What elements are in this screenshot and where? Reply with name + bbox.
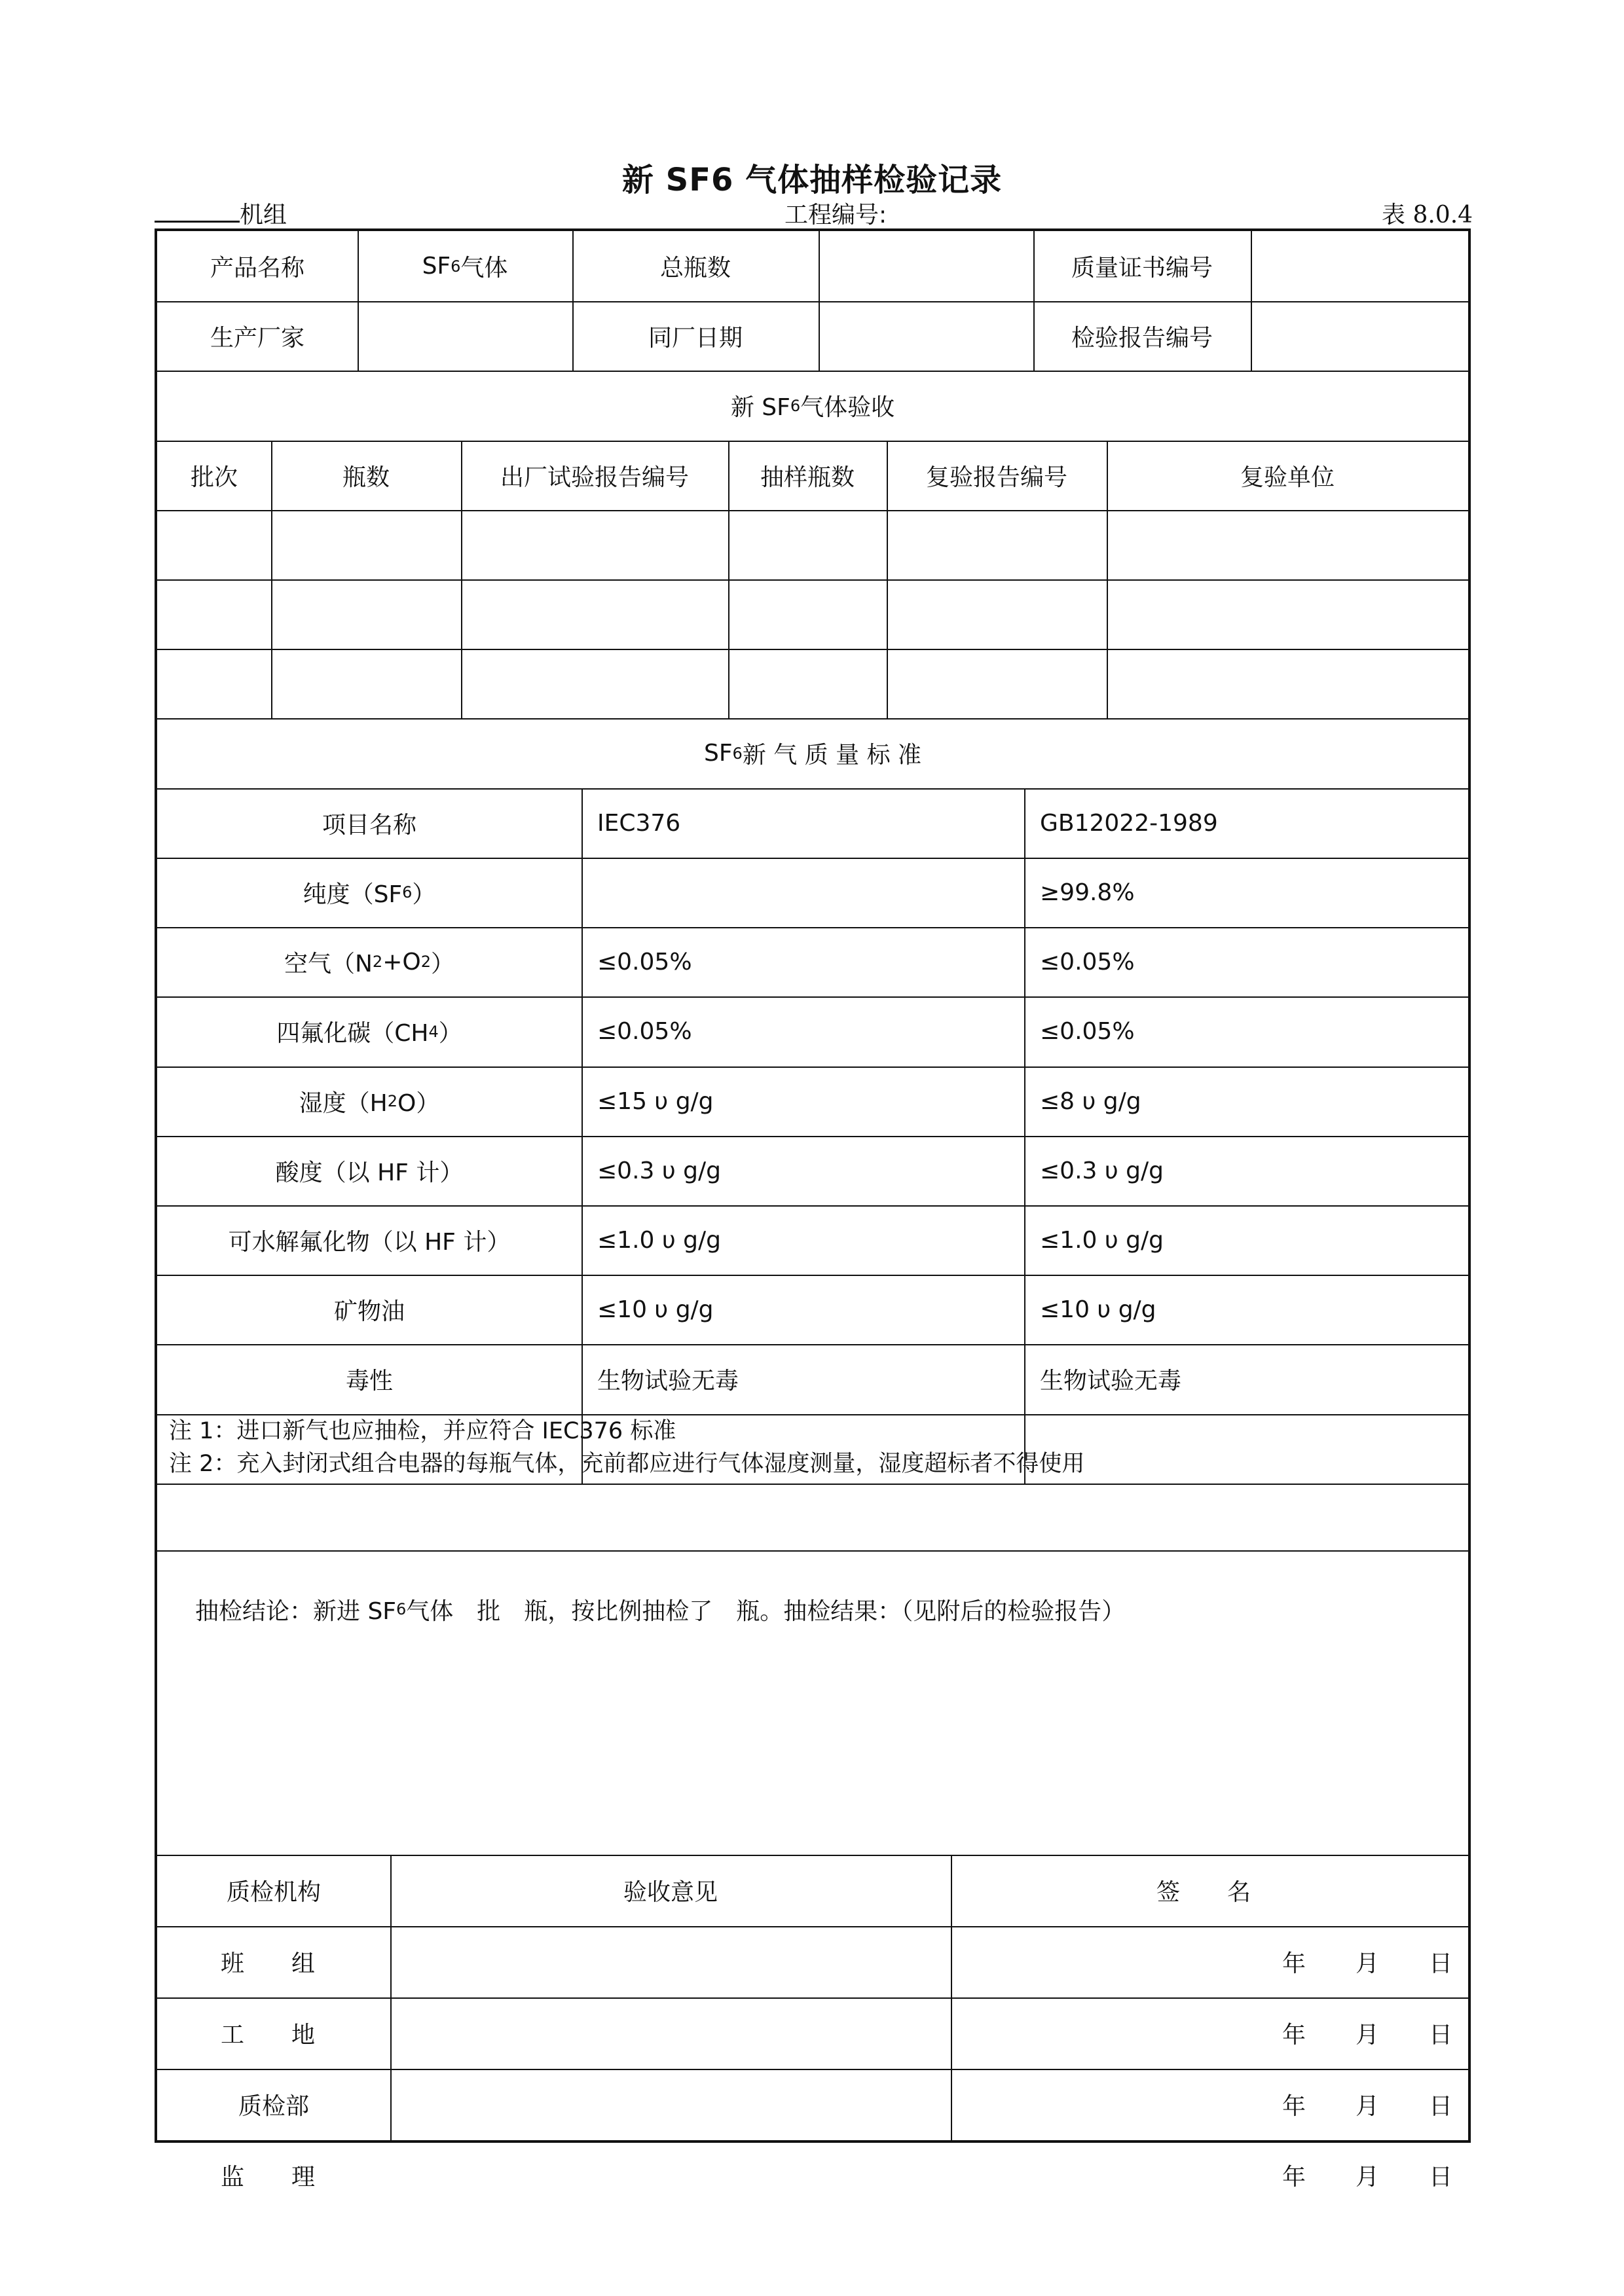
col-batch: 批次 xyxy=(190,464,238,491)
report-number-input[interactable] xyxy=(1251,301,1468,371)
gb-value: ≤1.0 υ g/g xyxy=(1040,1226,1164,1254)
bottle-total-label: 总瓶数 xyxy=(659,255,731,282)
date-fields[interactable]: 年 月 日 xyxy=(1282,2022,1452,2049)
manufacturer-label: 生产厂家 xyxy=(210,324,304,352)
item-toxicity: 毒性 xyxy=(345,1368,393,1394)
col-recheck-report: 复验报告编号 xyxy=(925,464,1067,491)
gb-value: ≤8 υ g/g xyxy=(1040,1087,1141,1115)
iec-value: 生物试验无毒 xyxy=(597,1368,739,1394)
project-number-label: 工程编号: xyxy=(784,202,887,228)
col-factory-report: 出厂试验报告编号 xyxy=(500,464,689,491)
note-2: 注 2：充入封闭式组合电器的每瓶气体，充前都应进行气体湿度测量，湿度超标者不得使用 xyxy=(169,1451,1085,1477)
unit-blank[interactable] xyxy=(155,201,240,223)
iec-value xyxy=(597,858,1024,927)
iec-value: ≤0.05% xyxy=(597,948,692,975)
col-divider xyxy=(1024,788,1025,1484)
col-iec: IEC376 xyxy=(597,809,681,837)
cert-number-label: 质量证书编号 xyxy=(1071,255,1213,282)
iec-value: ≤15 υ g/g xyxy=(597,1087,714,1115)
item-air: 空气（N 2 +O 2 ） xyxy=(284,948,454,977)
acceptance-row[interactable] xyxy=(157,649,1468,718)
gb-value: ≤0.05% xyxy=(1040,1018,1135,1045)
unit-field xyxy=(155,196,287,230)
item-acidity: 酸度（以 HF 计） xyxy=(275,1159,464,1186)
col-signature: 签 名 xyxy=(1156,1879,1263,1906)
acceptance-heading: 新 SF 6 气体验收 xyxy=(730,394,895,421)
col-divider xyxy=(581,788,583,1484)
product-name-value: SF 6 气体 xyxy=(422,253,508,282)
date-fields[interactable]: 年 月 日 xyxy=(1282,1950,1452,1977)
conclusion-text: 抽检结论：新进 SF 6 气体 批 瓶，按比例抽检了 瓶。抽检结果：（见附后的检验报告） xyxy=(195,1597,1126,1625)
gb-value: ≤0.05% xyxy=(1040,948,1135,975)
item-cf4: 四氟化碳（CH 4 ） xyxy=(276,1020,462,1047)
col-item-name: 项目名称 xyxy=(322,811,416,839)
row-divider xyxy=(157,1484,1468,1485)
report-number-label: 检验报告编号 xyxy=(1071,324,1213,352)
item-purity: 纯度（SF 6 ） xyxy=(303,881,436,908)
signoff-qc-dept: 质检部 xyxy=(238,2093,309,2120)
gb-value: ≤0.3 υ g/g xyxy=(1040,1157,1164,1184)
col-opinion: 验收意见 xyxy=(623,1879,718,1906)
acceptance-row[interactable] xyxy=(157,510,1468,579)
col-bottles: 瓶数 xyxy=(342,464,390,491)
gb-value: ≥99.8% xyxy=(1040,879,1135,906)
opinion-input[interactable] xyxy=(390,1926,951,1997)
table-number: 表 8.0.4 xyxy=(1382,202,1473,228)
signoff-supervisor: 监 理 xyxy=(220,2164,327,2191)
unit-suffix-label: 机组 xyxy=(240,202,287,228)
col-qc-org: 质检机构 xyxy=(226,1879,321,1906)
acceptance-row[interactable] xyxy=(157,579,1468,649)
col-sample-bottles: 抽样瓶数 xyxy=(760,464,855,491)
opinion-input[interactable] xyxy=(390,2140,951,2210)
cert-number-input[interactable] xyxy=(1251,231,1468,301)
gb-value: 生物试验无毒 xyxy=(1040,1368,1182,1394)
opinion-input[interactable] xyxy=(390,1997,951,2069)
date-label: 同厂日期 xyxy=(648,324,743,352)
note-1: 注 1：进口新气也应抽检，并应符合 IEC376 标准 xyxy=(169,1418,676,1444)
date-fields[interactable]: 年 月 日 xyxy=(1282,2093,1452,2120)
product-name-label: 产品名称 xyxy=(210,255,304,282)
col-recheck-unit: 复验单位 xyxy=(1240,464,1335,491)
page-title: 新 SF6 气体抽样检验记录 xyxy=(621,162,1003,198)
opinion-input[interactable] xyxy=(390,2069,951,2140)
item-mineral-oil: 矿物油 xyxy=(333,1298,405,1325)
date-fields[interactable]: 年 月 日 xyxy=(1282,2164,1452,2191)
date-input[interactable] xyxy=(819,301,1033,371)
standard-heading: SF 6 新 气 质 量 标 准 xyxy=(703,740,922,769)
col-gb: GB12022-1989 xyxy=(1040,809,1218,837)
iec-value: ≤0.05% xyxy=(597,1018,692,1045)
signoff-team: 班 组 xyxy=(220,1950,327,1977)
record-form xyxy=(155,228,1471,2191)
iec-value: ≤1.0 υ g/g xyxy=(597,1226,721,1254)
manufacturer-input[interactable] xyxy=(358,301,572,371)
item-humidity: 湿度（H 2 O） xyxy=(299,1089,440,1117)
signoff-site: 工 地 xyxy=(220,2022,327,2049)
iec-value: ≤10 υ g/g xyxy=(597,1296,714,1323)
row-divider xyxy=(157,1550,1468,1552)
gb-value: ≤10 υ g/g xyxy=(1040,1296,1156,1323)
iec-value: ≤0.3 υ g/g xyxy=(597,1157,721,1184)
item-hydrolyzable-fluoride: 可水解氟化物（以 HF 计） xyxy=(228,1228,511,1256)
bottle-total-input[interactable] xyxy=(819,231,1033,301)
